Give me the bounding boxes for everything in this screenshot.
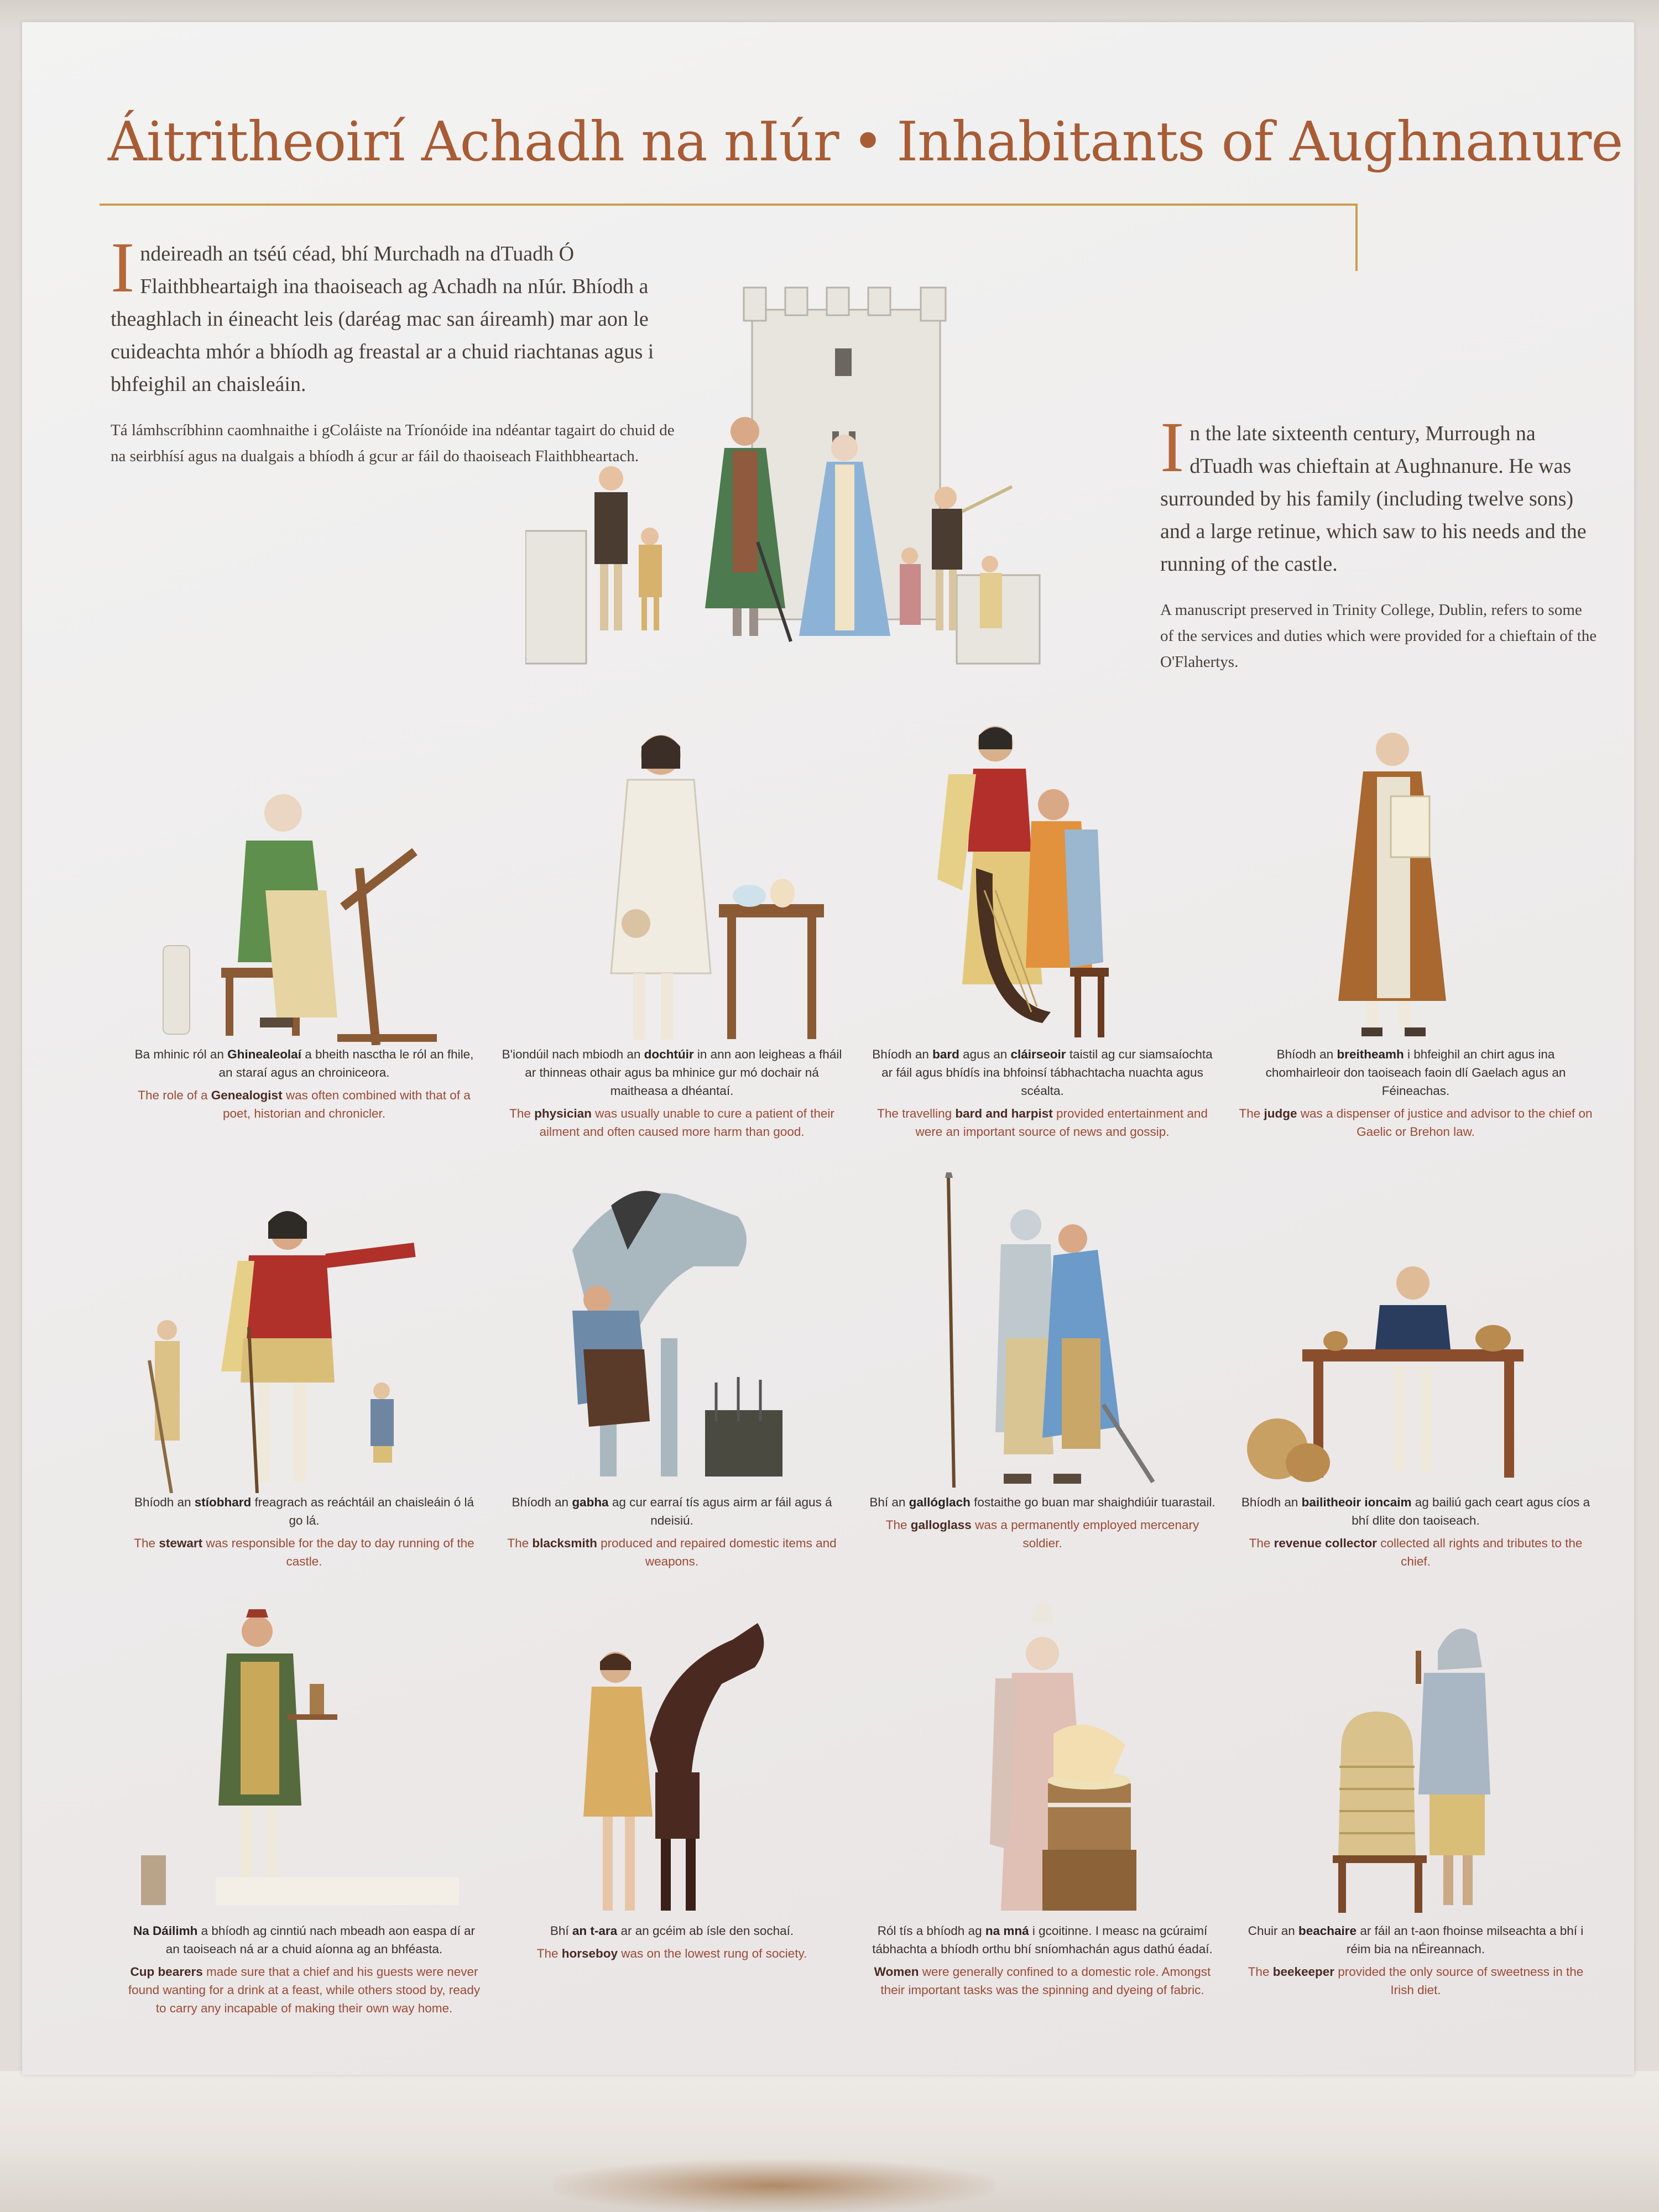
judge-text-irish: Bhíodh an breitheamh i bhfeighil an chirt agus ina chomhairleoir don taoiseach faoin dlí Gaelach agus an Féineachas. (1265, 1047, 1566, 1098)
physician-caption (495, 1045, 849, 1141)
floor-shadow (553, 2159, 995, 2212)
blacksmith-caption (495, 1493, 849, 1571)
physician-text-irish: B'iondúil nach mbiodh an dochtúir in ann aon leigheas a fháil ar thinneas othair agus ba mhinice gur mó dochair ná maitheasa a dhéantaí. (502, 1047, 842, 1098)
galloglass-caption (865, 1493, 1219, 1552)
genealogist-caption (127, 1045, 481, 1123)
figure-judge (1239, 724, 1593, 1141)
galloglass-text-english: The galloglass was a permanently employed mercenary soldier. (885, 1518, 1199, 1550)
cup-bearers-text-irish: Na Dáilimh a bhíodh ag cinntiú nach mbeadh aon easpa dí ar an taoiseach ná ar a chuid aíonna ag an bhféasta. (133, 1924, 475, 1956)
beekeeper-illustration (1239, 1601, 1593, 1922)
genealogist-text-irish: Ba mhinic ról an Ghinealeolaí a bheith nasctha le ról an fhile, an staraí agus an chroiniceora. (134, 1047, 474, 1079)
revenue-collector-text-irish: Bhíodh an bailitheoir ioncaim ag bailiú gach ceart agus cíos a bhí dlite don taoiseach. (1241, 1495, 1590, 1527)
blacksmith-illustration (495, 1172, 849, 1493)
horseboy-caption (495, 1922, 849, 1963)
blacksmith-text-irish: Bhíodh an gabha ag cur earraí tís agus airm ar fáil agus á ndeisiú. (512, 1495, 832, 1527)
women-text-irish: Ról tís a bhíodh ag na mná i gcoitinne. I measc na gcúraimí tábhachta a bhíodh orthu bhí sníomhachán agus dathú éadaí. (872, 1924, 1213, 1956)
figure-beekeeper (1239, 1601, 1593, 1999)
beekeeper-text-english: The beekeeper provided the only source of sweetness in the Irish diet. (1248, 1965, 1584, 1997)
revenue-collector-caption (1239, 1493, 1593, 1571)
figure-galloglass (865, 1172, 1219, 1552)
intro-english-dropcap: I (1160, 408, 1185, 487)
bard-caption (865, 1045, 1219, 1141)
beekeeper-caption (1239, 1922, 1593, 1999)
title-separator: • (852, 111, 884, 174)
intro-irish-lead: Indeireadh an tséú céad, bhí Murchadh na dTuadh Ó Flaithbheartaigh ina thaoiseach ag Achadh na nIúr. Bhíodh a theaghlach in éineacht leis (daréag mac san áireamh) mar aon le cuideachta mhór a bhíodh ag freastal ar a chuid riachtanas agus i bhfeighil an chaisleáin. (111, 228, 654, 396)
bard-text-english: The travelling bard and harpist provided entertainment and were an important source of news and gossip. (877, 1107, 1208, 1139)
physician-illustration (495, 724, 849, 1045)
galloglass-text-irish: Bhí an gallóglach fostaithe go buan mar shaighdiúir tuarastail. (869, 1495, 1215, 1509)
figure-revenue-collector (1239, 1172, 1593, 1571)
figure-stewart (127, 1172, 481, 1571)
revenue-collector-illustration (1239, 1172, 1593, 1493)
judge-text-english: The judge was a dispenser of justice and advisor to the chief on Gaelic or Brehon law. (1239, 1107, 1593, 1139)
intro-english-lead: In the late sixteenth century, Murrough na dTuadh was chieftain at Aughnanure. He was surrounded by his family (including twelve sons) and a large retinue, which saw to his needs and the running of the castle. (1160, 408, 1587, 576)
women-caption (865, 1922, 1219, 1999)
blacksmith-text-english: The blacksmith produced and repaired domestic items and weapons. (507, 1536, 837, 1568)
horseboy-illustration (495, 1601, 849, 1922)
title-irish: Áitritheoirí Achadh na nIúr (108, 111, 839, 174)
cup-bearers-caption (127, 1922, 481, 2017)
intro-irish-dropcap: I (111, 228, 135, 307)
figure-blacksmith (495, 1172, 849, 1571)
women-illustration (865, 1601, 1219, 1922)
page-title (108, 111, 1623, 177)
figure-cup-bearers (127, 1601, 481, 2017)
stewart-text-english: The stewart was responsible for the day to day running of the castle. (134, 1536, 474, 1568)
judge-illustration (1239, 724, 1593, 1045)
figure-genealogist (127, 724, 481, 1123)
figure-physician (495, 724, 849, 1141)
intro-english-sub: A manuscript preserved in Trinity College, Dublin, refers to some of the services and duties which were provided for a chieftain of the O'Flahertys. (1160, 601, 1597, 671)
poster-board (22, 22, 1634, 2075)
intro-irish-sub: Tá lámhscríbhinn caomhnaithe i gColáiste na Tríonóide ina ndéantar tagairt do chuid de na seirbhísí agus na dualgais a bhíodh á gcur ar fáil do thaoiseach Flaithbheartach. (111, 421, 675, 465)
bard-text-irish: Bhíodh an bard agus an cláirseoir taistil ag cur siamsaíochta ar fáil agus bhídís ina bhfoinsí tábhachtacha nuachta agus scéalta. (872, 1047, 1213, 1098)
cup-bearers-text-english: Cup bearers made sure that a chief and his guests were never found wanting for a drink at a feast, while others stood by, ready to carry any incapable of making their own way home. (128, 1965, 481, 2015)
intro-english (1160, 408, 1597, 675)
revenue-collector-text-english: The revenue collector collected all rights and tributes to the chief. (1249, 1536, 1583, 1568)
stewart-illustration (127, 1172, 481, 1493)
beekeeper-text-irish: Chuir an beachaire ar fáil an t-aon fhoinse milseachta a bhí i réim bia na nÉireannach. (1248, 1924, 1584, 1956)
women-text-english: Women were generally confined to a domestic role. Amongst their important tasks was the spinning and dyeing of fabric. (874, 1965, 1211, 1997)
galloglass-illustration (865, 1172, 1219, 1493)
figure-bard (865, 724, 1219, 1141)
bard-illustration (865, 724, 1219, 1045)
horseboy-text-irish: Bhí an t-ara ar an gcéim ab ísle den sochaí. (550, 1924, 794, 1938)
stewart-text-irish: Bhíodh an stíobhard freagrach as reáchtáil an chaisleáin ó lá go lá. (134, 1495, 474, 1527)
title-english: Inhabitants of Aughnanure (896, 111, 1623, 174)
figure-horseboy (495, 1601, 849, 1963)
figure-women (865, 1601, 1219, 1999)
cup-bearers-illustration (127, 1601, 481, 1922)
judge-caption (1239, 1045, 1593, 1141)
castle-household-illustration (525, 265, 1059, 675)
title-rule-vertical (1355, 204, 1358, 271)
horseboy-text-english: The horseboy was on the lowest rung of society. (536, 1947, 807, 1960)
physician-text-english: The physician was usually unable to cure a patient of their ailment and often caused more harm than good. (509, 1107, 834, 1139)
stewart-caption (127, 1493, 481, 1571)
title-rule-horizontal (100, 204, 1358, 206)
genealogist-text-english: The role of a Genealogist was often combined with that of a poet, historian and chronicler. (138, 1088, 471, 1120)
genealogist-illustration (127, 724, 481, 1045)
